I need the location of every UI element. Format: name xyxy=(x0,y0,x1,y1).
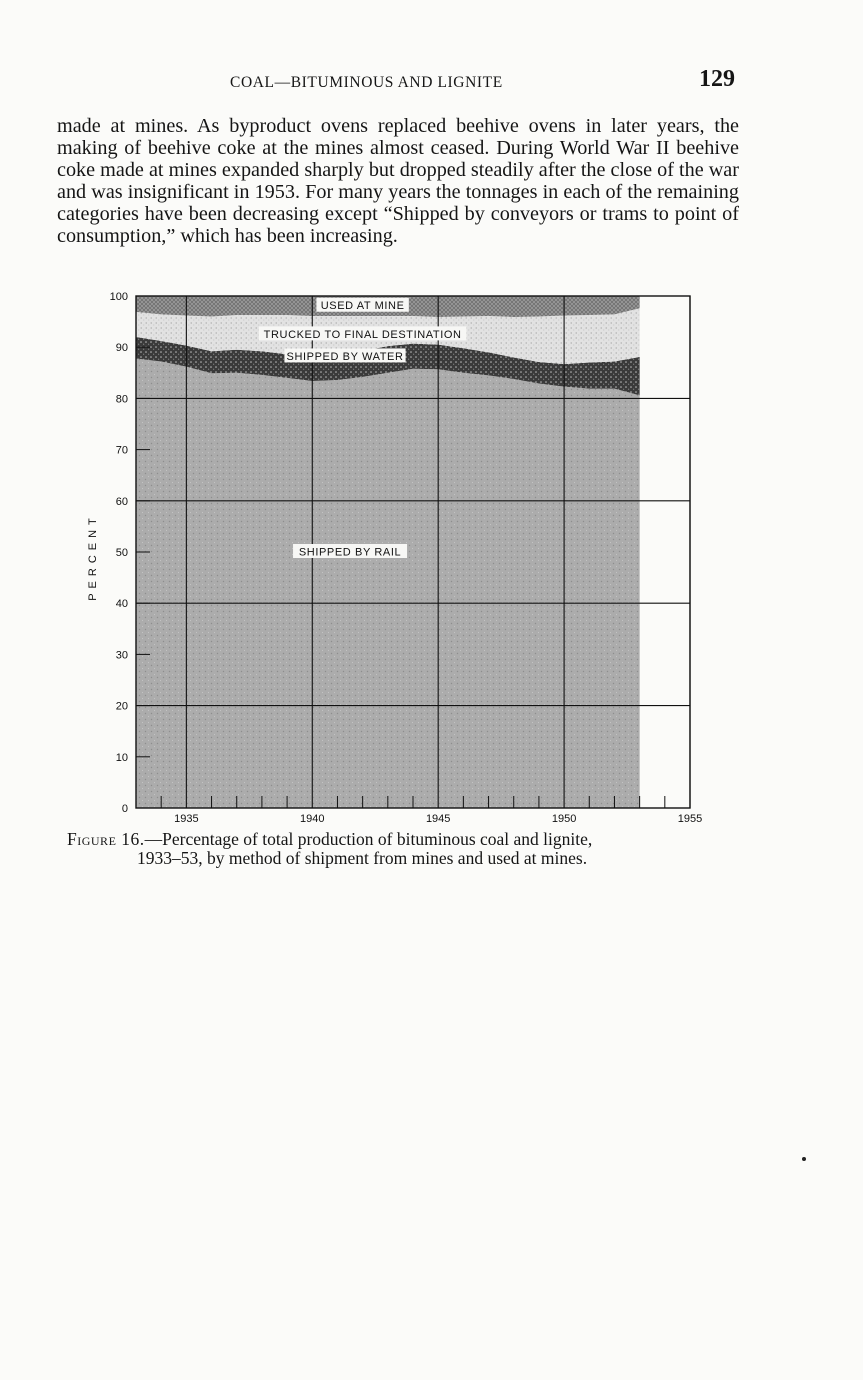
series-label-text: TRUCKED TO FINAL DESTINATION xyxy=(263,328,462,341)
y-tick-label: 0 xyxy=(121,803,128,815)
caption-line-1: —Percentage of total production of bituminous coal and lignite, xyxy=(144,829,593,849)
x-tick-label: 1940 xyxy=(300,813,325,825)
y-tick-label: 60 xyxy=(115,495,128,508)
y-tick-label: 100 xyxy=(109,291,128,303)
caption-label: Figure 16. xyxy=(67,829,145,849)
x-tick-label: 1950 xyxy=(551,813,577,825)
series-label-water xyxy=(284,348,405,363)
x-tick-label: 1935 xyxy=(174,813,199,825)
series-label-mine xyxy=(316,298,408,313)
series-label-truck xyxy=(259,326,467,341)
stacked-area-chart xyxy=(60,286,760,826)
body-paragraph: made at mines. As byproduct ovens replaced beehive ovens in later years, the making of beehive coke at the mines almost ceased. During World War II beehive coke made at mines expanded sharply but dropped steadily after the close of the war and was insignificant in 1953. For many years the tonnages in each of the remaining categories have been decreasing except “Shipped by conveyors or trams to point of consumption,” which has been increasing. xyxy=(57,115,739,247)
series-label-text: SHIPPED BY WATER xyxy=(286,350,404,363)
y-tick-label: 50 xyxy=(115,547,128,559)
x-tick-label: 1945 xyxy=(425,813,451,825)
y-axis-label: PERCENT xyxy=(87,513,99,601)
page-number: 129 xyxy=(699,66,735,92)
caption-line-2: 1933–53, by method of shipment from mines and used at mines. xyxy=(137,848,588,868)
figure-caption xyxy=(67,830,742,868)
series-label-rail xyxy=(293,544,407,559)
running-head-title: COAL—BITUMINOUS AND LIGNITE xyxy=(230,74,503,91)
x-tick-label: 1955 xyxy=(677,813,703,825)
series-label-text: USED AT MINE xyxy=(320,300,405,313)
y-tick-label: 80 xyxy=(115,393,128,406)
y-tick-label: 40 xyxy=(115,598,128,611)
y-tick-label: 90 xyxy=(115,342,128,355)
y-tick-label: 30 xyxy=(115,649,128,662)
y-tick-label: 10 xyxy=(115,751,128,764)
y-tick-label: 70 xyxy=(115,444,128,457)
series-label-text: SHIPPED BY RAIL xyxy=(298,546,402,559)
page-speck xyxy=(802,1157,806,1161)
figure-16-chart xyxy=(60,286,760,826)
y-tick-label: 20 xyxy=(115,700,128,713)
